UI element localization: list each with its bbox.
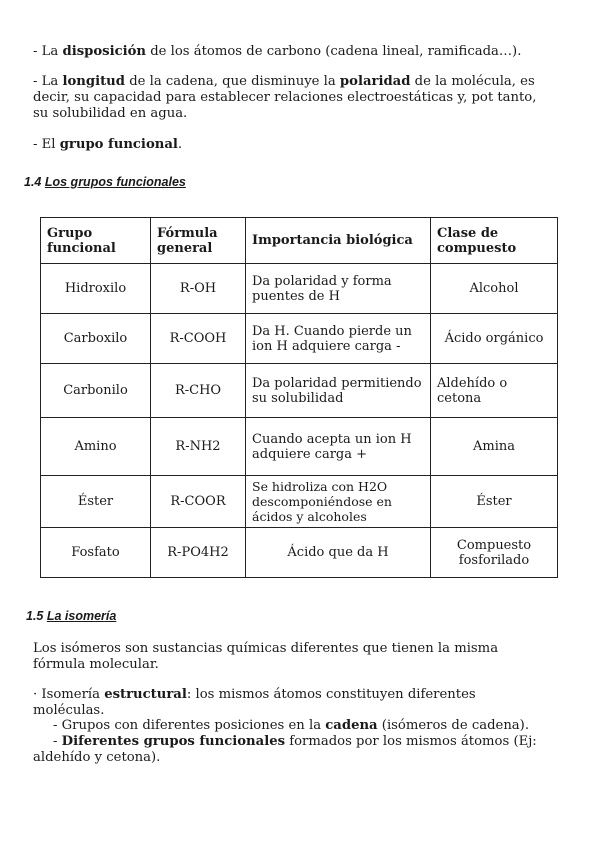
table-row	[41, 418, 558, 476]
text: · Isomería	[33, 687, 105, 702]
text: - El	[33, 137, 60, 152]
cell-formula: R-PO4H2	[151, 528, 246, 578]
list-item-cadena	[33, 718, 543, 734]
text: - La	[33, 74, 63, 89]
text: (isómeros de cadena).	[377, 718, 530, 733]
cell-clase: Alcohol	[431, 264, 558, 314]
cell-clase: Ácido orgánico	[431, 314, 558, 364]
cell-formula: R-CHO	[151, 364, 246, 418]
table-row	[41, 314, 558, 364]
bold-term: disposición	[62, 44, 146, 59]
bold-term: grupo funcional	[59, 137, 178, 152]
cell-importancia: Cuando acepta un ion H adquiere carga +	[246, 418, 431, 476]
section-title: La isomería	[46, 609, 117, 623]
table-row	[41, 264, 558, 314]
text: -	[53, 734, 62, 749]
text: : los mismos átomos constituyen diferentes moléculas.	[33, 687, 476, 718]
text: formados por los mismos átomos (Ej: aldehído y cetona).	[33, 734, 537, 765]
text: .	[177, 137, 183, 152]
paragraph-isomeria-list	[33, 718, 543, 766]
table-row	[41, 364, 558, 418]
cell-formula: R-OH	[151, 264, 246, 314]
table-header-row	[41, 218, 558, 264]
header-clase: Clase de compuesto	[431, 218, 558, 264]
list-item-funcionales	[33, 734, 543, 766]
cell-importancia: Ácido que da H	[246, 528, 431, 578]
section-heading-1-5	[26, 609, 116, 623]
bold-term: estructural	[104, 687, 187, 702]
cell-importancia: Da polaridad y forma puentes de H	[246, 264, 431, 314]
header-formula: Fórmula general	[151, 218, 246, 264]
cell-grupo: Hidroxilo	[41, 264, 151, 314]
cell-formula: R-COOH	[151, 314, 246, 364]
cell-importancia: Da H. Cuando pierde un ion H adquiere carga -	[246, 314, 431, 364]
section-number: 1.5	[26, 609, 47, 623]
section-title: Los grupos funcionales	[44, 175, 186, 189]
bold-term: polaridad	[339, 74, 411, 89]
cell-clase: Compuesto fosforilado	[431, 528, 558, 578]
cell-formula: R-COOR	[151, 476, 246, 528]
cell-grupo: Amino	[41, 418, 151, 476]
cell-grupo: Éster	[41, 476, 151, 528]
section-number: 1.4	[24, 175, 45, 189]
header-importancia: Importancia biológica	[246, 218, 431, 264]
paragraph-longitud	[33, 74, 543, 122]
cell-grupo: Fosfato	[41, 528, 151, 578]
cell-grupo: Carbonilo	[41, 364, 151, 418]
text: de la cadena, que disminuye la	[125, 74, 340, 89]
text: de los átomos de carbono (cadena lineal, ramificada…).	[146, 44, 522, 59]
cell-formula: R-NH2	[151, 418, 246, 476]
paragraph-disposicion	[33, 44, 543, 60]
text: - La	[33, 44, 63, 59]
header-grupo: Grupo funcional	[41, 218, 151, 264]
paragraph-isomeros-definition: Los isómeros son sustancias químicas diferentes que tienen la misma fórmula molecular.	[33, 641, 499, 672]
table-row	[41, 476, 558, 528]
text: de la molécula, es decir, su capacidad para establecer relaciones electroestáticas y, pot tanto, su solubilidad en agua.	[33, 74, 537, 121]
table-row	[41, 528, 558, 578]
cell-clase: Éster	[431, 476, 558, 528]
cell-importancia: Se hidroliza con H2O descomponiéndose en ácidos y alcoholes	[246, 476, 431, 528]
text: - Grupos con diferentes posiciones en la	[53, 718, 326, 733]
section-heading-1-4	[24, 175, 186, 189]
paragraph-grupo	[33, 137, 543, 153]
bold-term: Diferentes grupos funcionales	[61, 734, 286, 749]
paragraph-isomeria-estructural	[33, 687, 543, 719]
cell-clase: Aldehído o cetona	[431, 364, 558, 418]
functional-groups-table	[40, 217, 558, 578]
cell-clase: Amina	[431, 418, 558, 476]
bold-term: longitud	[62, 74, 125, 89]
cell-importancia: Da polaridad permitiendo su solubilidad	[246, 364, 431, 418]
bold-term: cadena	[325, 718, 378, 733]
cell-grupo: Carboxilo	[41, 314, 151, 364]
